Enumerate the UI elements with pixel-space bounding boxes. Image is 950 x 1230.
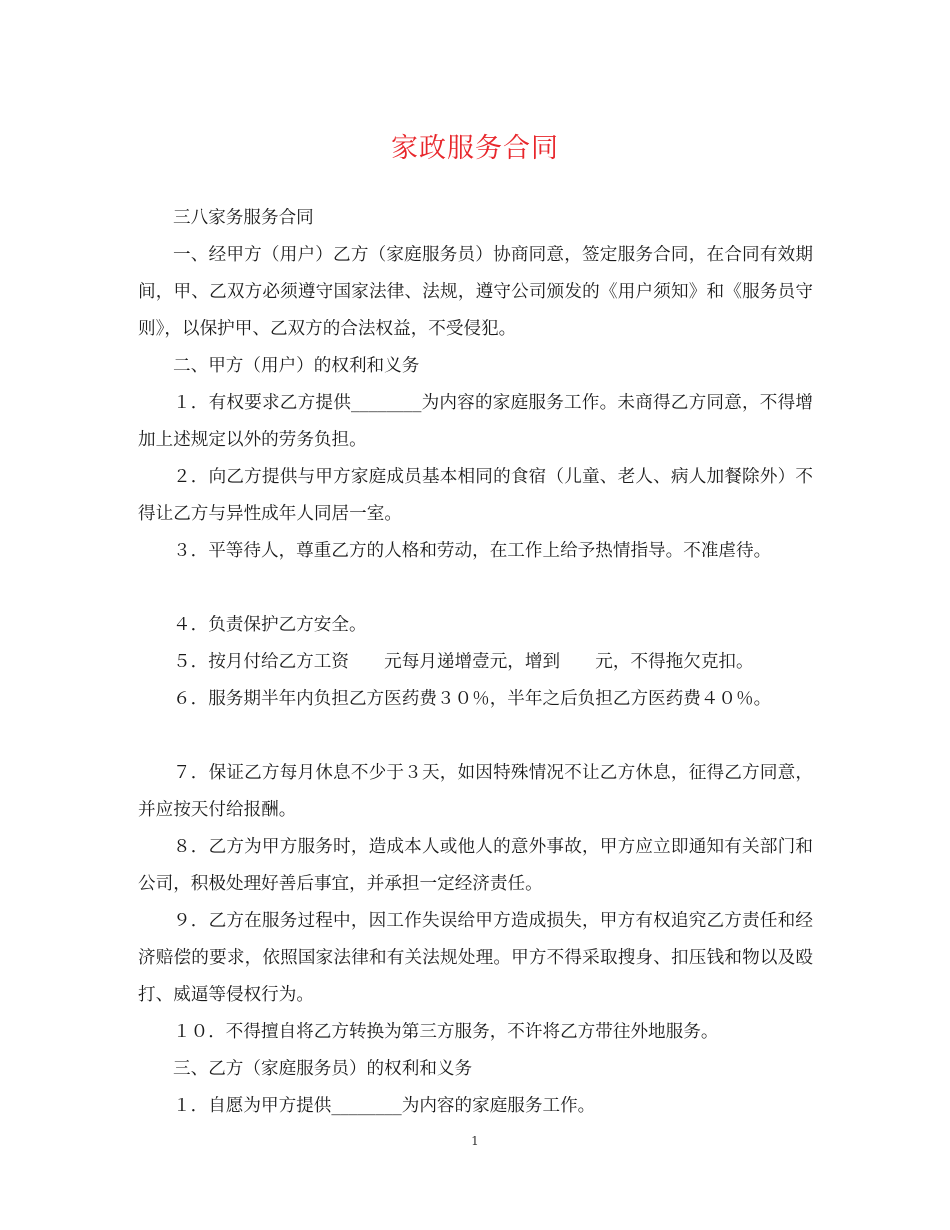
paragraph-section-2-heading: 二、甲方（用户）的权利和义务 — [173, 356, 420, 376]
paragraph-section-1: 一、经甲方（用户）乙方（家庭服务员）协商同意，签定服务合同，在合同有效期间，甲、乙双方必须遵守国家法律、法规，遵守公司颁发的《用户须知》和《服务员守则》，以保护甲、乙双方的合法权益，不受侵犯。 — [138, 245, 813, 339]
paragraph-item-1: １．有权要求乙方提供________为内容的家庭服务工作。未商得乙方同意，不得增加上述规定以外的劳务负担。 — [138, 393, 813, 450]
paragraph-item-9: ９．乙方在服务过程中，因工作失误给甲方造成损失，甲方有权追究乙方责任和经济赔偿的要求，依照国家法律和有关法规处理。甲方不得采取搜身、扣压钱和物以及殴打、威逼等侵权行为。 — [138, 911, 813, 1005]
document-title: 家政服务合同 — [391, 133, 559, 164]
paragraph-item-10: １０．不得擅自将乙方转换为第三方服务，不许将乙方带往外地服务。 — [173, 1022, 719, 1042]
document-body — [138, 200, 813, 1125]
paragraph-item-6: ６．服务期半年内负担乙方医药费３０％，半年之后负担乙方医药费４０％。 — [173, 689, 772, 709]
blank-line — [138, 718, 813, 755]
paragraph-item-8: ８．乙方为甲方服务时，造成本人或他人的意外事故，甲方应立即通知有关部门和公司，积极处理好善后事宜，并承担一定经济责任。 — [138, 837, 813, 894]
page-number: 1 — [471, 1134, 479, 1148]
paragraph-item-7: ７．保证乙方每月休息不少于３天，如因特殊情况不让乙方休息，征得乙方同意，并应按天付给报酬。 — [138, 763, 813, 820]
paragraph-item-3: ３．平等待人，尊重乙方的人格和劳动，在工作上给予热情指导。不准虐待。 — [173, 541, 772, 561]
blank-line — [138, 570, 813, 607]
paragraph-item-2: ２．向乙方提供与甲方家庭成员基本相同的食宿（儿童、老人、病人加餐除外）不得让乙方与异性成年人同居一室。 — [138, 467, 813, 524]
paragraph-section-3-heading: 三、乙方（家庭服务员）的权利和义务 — [173, 1059, 473, 1079]
paragraph-item-5: ５．按月付给乙方工资 元每月递增壹元，增到 元，不得拖欠克扣。 — [173, 652, 754, 672]
paragraph-heading: 三八家务服务合同 — [173, 208, 314, 228]
paragraph-item-4: ４．负责保护乙方安全。 — [173, 615, 367, 635]
paragraph-section-3-item-1: １．自愿为甲方提供________为内容的家庭服务工作。 — [173, 1096, 596, 1116]
